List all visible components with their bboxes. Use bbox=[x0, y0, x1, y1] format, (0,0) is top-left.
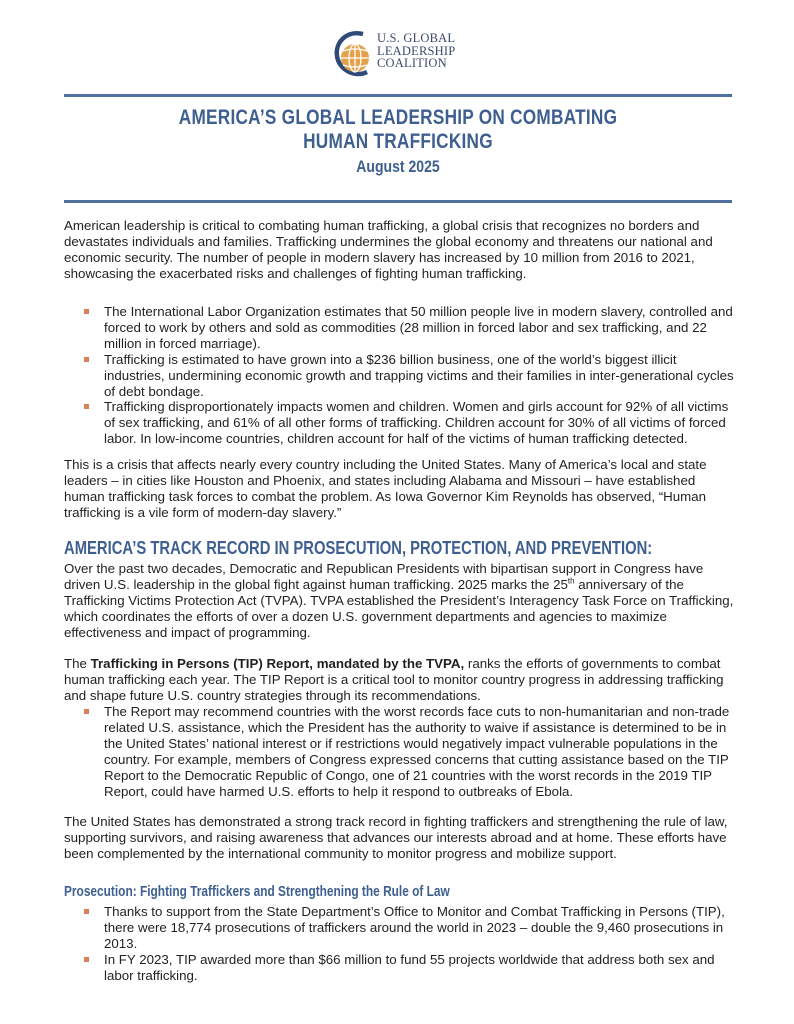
logo-line: COALITION bbox=[377, 56, 447, 70]
bullet-marker bbox=[84, 957, 89, 962]
track-record-summary: The United States has demonstrated a strong track record in fighting traffickers and strengthening the rule of law, supporting survivors, and raising awareness that advances our interests abroad and at home. These efforts have been complemented by the international community to monitor progress and mobilize support. bbox=[64, 814, 728, 861]
intro-paragraph-block bbox=[64, 218, 736, 282]
list-item bbox=[84, 304, 736, 352]
tip-report-paragraph bbox=[64, 656, 736, 704]
organization-logo bbox=[333, 28, 463, 80]
intro-paragraph-2-block bbox=[64, 457, 736, 521]
bullet-text: Trafficking is estimated to have grown into a $236 billion business, one of the world’s biggest illicit industries, undermining economic growth and trapping victims and their families in inter-generational cycles of debt bondage. bbox=[104, 351, 734, 399]
header-divider-bottom bbox=[64, 200, 732, 203]
track-record-paragraph-block bbox=[64, 561, 736, 641]
tip-report-paragraph-block bbox=[64, 656, 736, 704]
tip-bullet-list bbox=[84, 704, 736, 799]
prosecution-bullet-list bbox=[84, 904, 736, 984]
tip-report-emphasis: Trafficking in Persons (TIP) Report, mandated by the TVPA, bbox=[90, 656, 465, 671]
tip-bullets-block bbox=[84, 704, 736, 799]
prosecution-bullets-block bbox=[84, 904, 736, 984]
bullet-marker bbox=[84, 357, 89, 362]
paragraph-text: Over the past two decades, Democratic and Republican Presidents with bipartisan support in Congress have driven U.S. leadership in the global fight against human trafficking. 2025 marks the 25 bbox=[64, 561, 704, 592]
bullet-text: In FY 2023, TIP awarded more than $66 million to fund 55 projects worldwide that address both sex and labor trafficking. bbox=[104, 951, 715, 983]
paragraph-text: The bbox=[64, 656, 91, 671]
list-item bbox=[84, 399, 736, 447]
bullet-marker bbox=[84, 309, 89, 314]
title-line-1: AMERICA’S GLOBAL LEADERSHIP ON COMBATING bbox=[178, 106, 618, 129]
page-title bbox=[64, 106, 732, 178]
ordinal-suffix: th bbox=[567, 576, 575, 586]
track-record-summary-block bbox=[64, 814, 736, 862]
section-heading-track-record: AMERICA’S TRACK RECORD IN PROSECUTION, PROTECTION, AND PREVENTION: bbox=[64, 537, 653, 558]
bullet-marker bbox=[84, 909, 89, 914]
intro-bullet-list bbox=[84, 304, 736, 447]
bullet-marker bbox=[84, 709, 89, 714]
globe-icon bbox=[333, 28, 375, 78]
publication-date: August 2025 bbox=[356, 158, 440, 176]
bullet-text: The Report may recommend countries with the worst records face cuts to non-humanitarian and non-trade related U.S. assistance, which the President has the authority to waive if assistance is determined to be in the United States’ national interest or if restrictions would negatively impact vulnerable populations in the country. For example, members of Congress expressed concerns that cutting assistance based on the TIP Report to the Democratic Republic of Congo, one of 21 countries with the worst records in the 2019 TIP Report, could have harmed U.S. efforts to help it respond to outbreaks of Ebola. bbox=[104, 704, 730, 799]
bullet-marker bbox=[84, 404, 89, 409]
bullet-text: Trafficking disproportionately impacts women and children. Women and girls account for 92% of all victims of sex trafficking, and 61% of all other forms of trafficking. Children account for 30% of all victims of forced labor. In low-income countries, children account for half of the victims of human trafficking detected. bbox=[104, 399, 729, 447]
paragraph-text: ranks the efforts of governments to combat human trafficking each year. The TIP Report is a critical tool to monitor country progress in addressing trafficking and shape future U.S. country strategies through its recommendations. bbox=[64, 656, 724, 703]
list-item bbox=[84, 704, 736, 799]
logo-line: U.S. GLOBAL bbox=[377, 31, 456, 45]
bullet-text: The International Labor Organization estimates that 50 million people live in modern slavery, controlled and forced to work by others and sold as commodities (28 million in forced labor and sex trafficking, and 22 million in forced marriage). bbox=[104, 304, 733, 351]
track-record-paragraph bbox=[64, 561, 736, 641]
list-item bbox=[84, 904, 736, 952]
logo-wordmark bbox=[377, 32, 455, 70]
intro-bullets-block bbox=[84, 304, 736, 447]
list-item bbox=[84, 352, 736, 400]
paragraph-text: anniversary of the Trafficking Victims Protection Act (TVPA). TVPA established the President’s Interagency Task Force on Trafficking, which coordinates the efforts of over a dozen U.S. government departments and agencies to maximize effectiveness and impact of programming. bbox=[64, 576, 734, 640]
section-heading-prosecution: Prosecution: Fighting Traffickers and Strengthening the Rule of Law bbox=[64, 884, 450, 900]
intro-paragraph-2: This is a crisis that affects nearly every country including the United States. Many of America’s local and state leaders – in cities like Houston and Phoenix, and states including Alabama and Missouri – have established human trafficking task forces to combat the problem. As Iowa Governor Kim Reynolds has observed, “Human trafficking is a vile form of modern-day slavery.” bbox=[64, 457, 707, 520]
title-line-2: HUMAN TRAFFICKING bbox=[303, 130, 493, 153]
header-divider-top bbox=[64, 94, 732, 97]
intro-paragraph: American leadership is critical to combating human trafficking, a global crisis that recognizes no borders and devastates individuals and families. Trafficking undermines the global economy and threatens our national and economic security. The number of people in modern slavery has increased by 10 million from 2016 to 2021, showcasing the exacerbated risks and challenges of fighting human trafficking. bbox=[64, 218, 713, 281]
list-item bbox=[84, 952, 736, 984]
logo-line: LEADERSHIP bbox=[377, 43, 456, 58]
bullet-text: Thanks to support from the State Department’s Office to Monitor and Combat Trafficking in Persons (TIP), there were 18,774 prosecutions of traffickers around the world in 2023 – double the 9,460 prosecutions in 2013. bbox=[104, 904, 725, 951]
